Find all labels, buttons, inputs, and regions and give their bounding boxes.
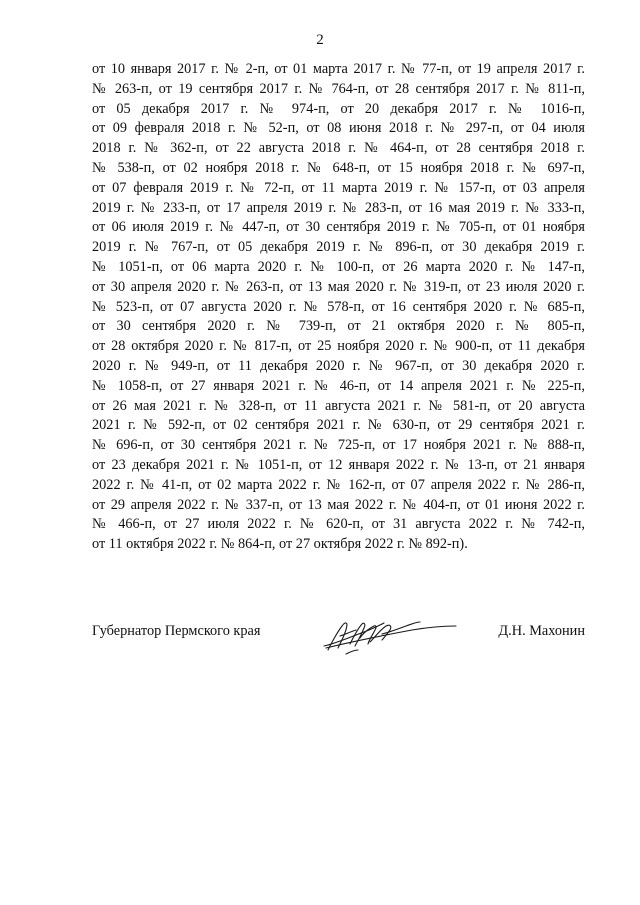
body-line: 2018 г. № 362-п, от 22 августа 2018 г. № 464-п, от 28 сентября 2018 г. [92, 140, 585, 157]
signer-name: Д.Н. Махонин [498, 623, 585, 639]
body-line: № 263-п, от 19 сентября 2017 г. № 764-п, от 28 сентября 2017 г. № 811-п, [92, 80, 585, 97]
body-line: от 06 июля 2019 г. № 447-п, от 30 сентября 2019 г. № 705-п, от 01 ноября [92, 219, 585, 236]
signer-title: Губернатор Пермского края [92, 623, 261, 639]
page-number: 2 [316, 32, 324, 48]
body-line: от 30 апреля 2020 г. № 263-п, от 13 мая 2020 г. № 319-п, от 23 июля 2020 г. [92, 278, 585, 295]
body-text [92, 60, 585, 555]
handwritten-signature [320, 614, 460, 658]
body-line: от 10 января 2017 г. № 2-п, от 01 марта 2017 г. № 77-п, от 19 апреля 2017 г. [92, 61, 585, 77]
body-line: от 09 февраля 2018 г. № 52-п, от 08 июня 2018 г. № 297-п, от 04 июля [92, 120, 585, 137]
body-line: от 28 октября 2020 г. № 817-п, от 25 ноября 2020 г. № 900-п, от 11 декабря [92, 338, 585, 355]
body-line: № 466-п, от 27 июля 2022 г. № 620-п, от 31 августа 2022 г. № 742-п, [92, 516, 585, 533]
body-line: 2019 г. № 767-п, от 05 декабря 2019 г. № 896-п, от 30 декабря 2019 г. [92, 239, 585, 256]
body-line: 2021 г. № 592-п, от 02 сентября 2021 г. № 630-п, от 29 сентября 2021 г. [92, 417, 585, 434]
body-line: № 538-п, от 02 ноября 2018 г. № 648-п, от 15 ноября 2018 г. № 697-п, [92, 159, 585, 176]
body-line: от 30 сентября 2020 г. № 739-п, от 21 октября 2020 г. № 805-п, [92, 318, 585, 335]
body-line: от 11 октября 2022 г. № 864-п, от 27 октября 2022 г. № 892-п). [92, 536, 468, 553]
body-line: № 1058-п, от 27 января 2021 г. № 46-п, от 14 апреля 2021 г. № 225-п, [92, 377, 585, 394]
body-line: от 23 декабря 2021 г. № 1051-п, от 12 января 2022 г. № 13-п, от 21 января [92, 456, 585, 473]
body-line: от 05 декабря 2017 г. № 974-п, от 20 декабря 2017 г. № 1016-п, [92, 100, 585, 117]
body-line: 2020 г. № 949-п, от 11 декабря 2020 г. № 967-п, от 30 декабря 2020 г. [92, 357, 585, 374]
body-line: № 1051-п, от 06 марта 2020 г. № 100-п, от 26 марта 2020 г. № 147-п, [92, 258, 585, 275]
body-line: № 696-п, от 30 сентября 2021 г. № 725-п, от 17 ноября 2021 г. № 888-п, [92, 437, 585, 454]
body-line: от 29 апреля 2022 г. № 337-п, от 13 мая 2022 г. № 404-п, от 01 июня 2022 г. [92, 496, 585, 513]
body-line: № 523-п, от 07 августа 2020 г. № 578-п, от 16 сентября 2020 г. № 685-п, [92, 298, 585, 315]
signature-block [92, 614, 585, 664]
body-line: от 07 февраля 2019 г. № 72-п, от 11 марта 2019 г. № 157-п, от 03 апреля [92, 179, 585, 196]
body-line: от 26 мая 2021 г. № 328-п, от 11 августа 2021 г. № 581-п, от 20 августа [92, 397, 585, 414]
body-line: 2019 г. № 233-п, от 17 апреля 2019 г. № 283-п, от 16 мая 2019 г. № 333-п, [92, 199, 585, 216]
body-line: 2022 г. № 41-п, от 02 марта 2022 г. № 162-п, от 07 апреля 2022 г. № 286-п, [92, 476, 585, 493]
